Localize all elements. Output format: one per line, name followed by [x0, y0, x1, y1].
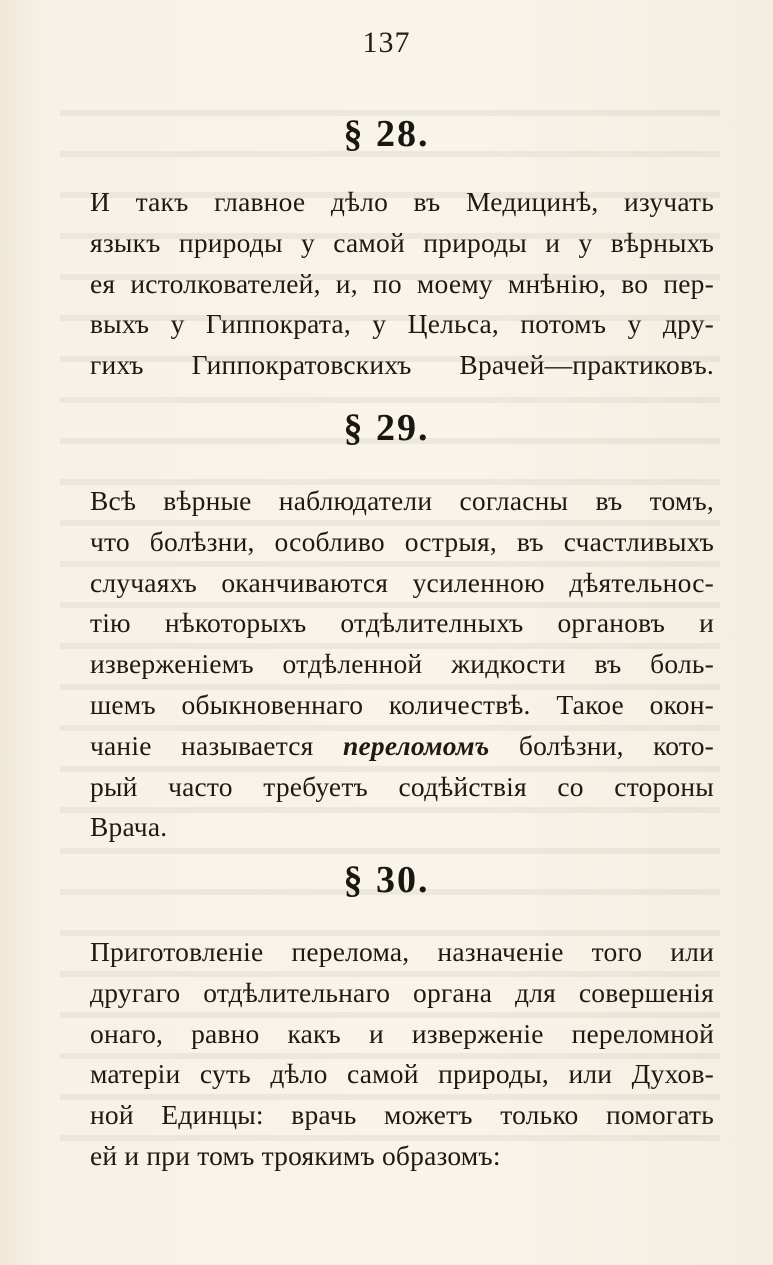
text-line: языкъ природы у самой природы и у вѣрныхъ [90, 226, 714, 258]
emphasized-term: переломомъ [342, 729, 490, 761]
text-line: тію нѣкоторыхъ отдѣлителныхъ органовъ и [90, 607, 714, 639]
paragraph-28 [90, 182, 714, 386]
section-heading-30: § 30. [343, 859, 430, 901]
text-line: матеріи суть дѣло самой природы, или Духов- [90, 1058, 714, 1090]
text-fragment: чаніе называется [90, 729, 314, 761]
text-line-with-emphasis [90, 726, 714, 767]
text-fragment: болѣзни, кото- [518, 729, 715, 761]
section-heading-28: § 28. [343, 113, 430, 155]
text-line: выхъ у Гиппократа, у Цельса, потомъ у дру- [90, 308, 714, 340]
text-line: случаяхъ оканчиваются усиленною дѣятельнос- [90, 566, 714, 598]
text-line: другаго отдѣлительнаго органа для совершенія [90, 976, 714, 1008]
text-line: И такъ главное дѣло въ Медицинѣ, изучать [90, 186, 714, 217]
text-line: шемъ обыкновеннаго количествѣ. Такое окон- [90, 688, 714, 720]
section-heading-29: § 29. [343, 407, 430, 449]
text-line: ея истолкователей, и, по моему мнѣнію, во пер- [90, 267, 714, 299]
text-line: ной Единцы: врачь можетъ только помогать [90, 1099, 714, 1131]
text-line: гихъ Гиппократовскихъ Врачей—практиковъ. [90, 349, 714, 381]
text-line: Приготовленіе перелома, назначеніе того или [90, 936, 714, 967]
paragraph-30 [90, 932, 714, 1177]
text-line: онаго, равно какъ и изверженіе переломной [90, 1017, 714, 1049]
text-line: Врача. [90, 811, 168, 843]
page-number: 137 [362, 26, 411, 59]
text-line: рый часто требуетъ содѣйствія со стороны [90, 770, 714, 802]
paragraph-29 [90, 481, 714, 848]
text-line: изверженіемъ отдѣленной жидкости въ боль- [90, 648, 714, 680]
text-line: Всѣ вѣрные наблюдатели согласны въ томъ, [90, 485, 714, 516]
text-line: что болѣзни, особливо острыя, въ счастливыхъ [90, 525, 714, 557]
text-line: ей и при томъ троякимъ образомъ: [90, 1139, 501, 1171]
